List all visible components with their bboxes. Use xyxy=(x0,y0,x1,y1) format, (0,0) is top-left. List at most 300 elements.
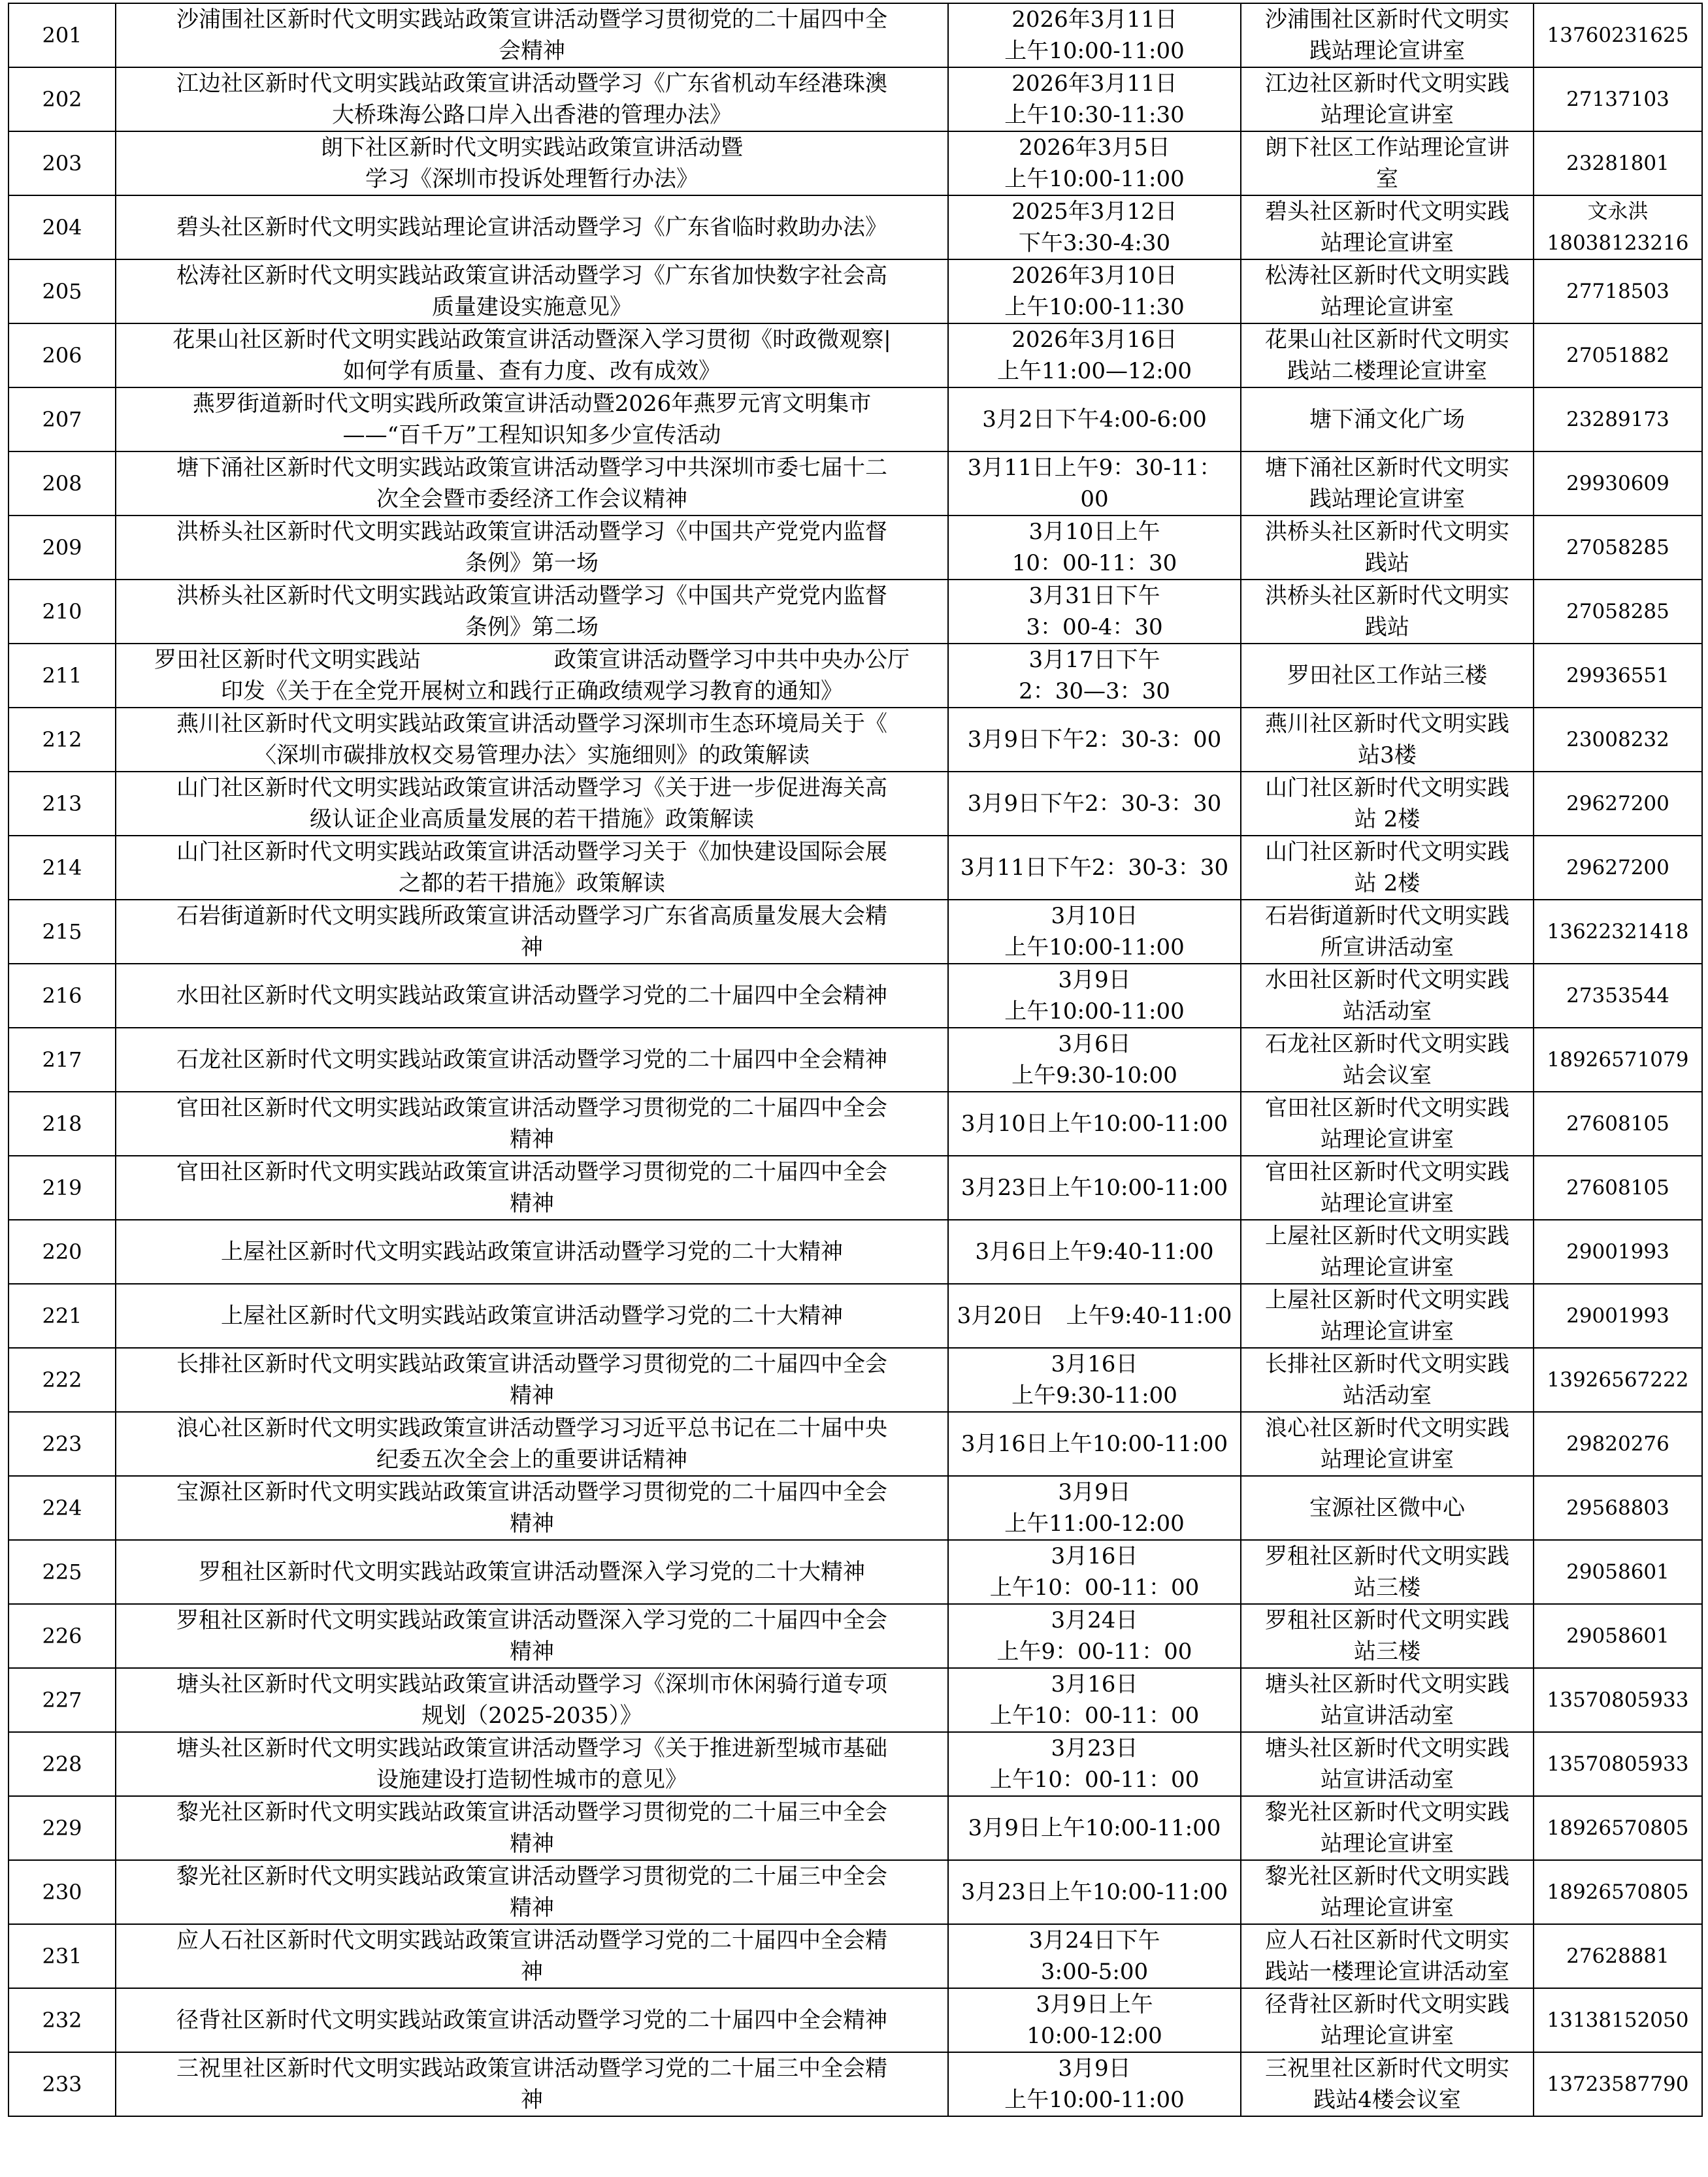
event-title-line: 水田社区新时代文明实践站政策宣讲活动暨学习党的二十届四中全会精神 xyxy=(176,983,887,1009)
event-time-line: 00 xyxy=(1080,486,1109,512)
event-location-line: 黎光社区新时代文明实践 xyxy=(1265,1863,1509,1890)
table-row xyxy=(8,1284,1702,1348)
event-time xyxy=(948,1604,1241,1668)
event-title xyxy=(116,1540,948,1604)
table-row xyxy=(8,1732,1702,1796)
event-title-line: 黎光社区新时代文明实践站政策宣讲活动暨学习贯彻党的二十届三中全会 xyxy=(176,1799,887,1825)
event-location xyxy=(1241,1156,1534,1220)
event-title xyxy=(116,387,948,451)
event-location xyxy=(1241,259,1534,323)
event-location xyxy=(1241,708,1534,772)
table-row xyxy=(8,900,1702,964)
event-location xyxy=(1241,1348,1534,1412)
event-location-line: 江边社区新时代文明实践 xyxy=(1265,71,1509,97)
event-time-line: 3月16日 xyxy=(1051,1351,1138,1377)
event-location-line: 站理论宣讲室 xyxy=(1321,230,1454,256)
table-row xyxy=(8,1412,1702,1476)
event-title xyxy=(116,1732,948,1796)
event-title-line: 条例》第二场 xyxy=(465,614,599,640)
event-location-line: 站3楼 xyxy=(1358,742,1417,768)
table-row xyxy=(8,1988,1702,2052)
event-title xyxy=(116,259,948,323)
event-title xyxy=(116,836,948,900)
contact-phone xyxy=(1534,516,1702,580)
row-number: 232 xyxy=(8,1988,116,2052)
event-location-line: 山门社区新时代文明实践 xyxy=(1265,839,1509,865)
row-number: 221 xyxy=(8,1284,116,1348)
event-time-line: 3月16日上午10:00-11:00 xyxy=(961,1431,1228,1457)
contact-phone-line: 29936551 xyxy=(1566,664,1669,687)
contact-phone xyxy=(1534,1540,1702,1604)
event-title-line: 石龙社区新时代文明实践站政策宣讲活动暨学习党的二十届四中全会精神 xyxy=(176,1047,887,1073)
table-row xyxy=(8,836,1702,900)
event-title xyxy=(116,580,948,644)
event-title-line: 石岩街道新时代文明实践所政策宣讲活动暨学习广东省高质量发展大会精 xyxy=(176,903,887,929)
contact-phone xyxy=(1534,1412,1702,1476)
contact-phone xyxy=(1534,67,1702,131)
event-location xyxy=(1241,644,1534,708)
event-title-line: 规划（2025-2035）》 xyxy=(421,1703,642,1729)
contact-phone-line: 27718503 xyxy=(1566,280,1669,303)
event-time-line: 上午10：00-11：00 xyxy=(989,1575,1200,1601)
contact-phone-line: 27058285 xyxy=(1566,536,1669,559)
event-location-line: 站理论宣讲室 xyxy=(1321,2023,1454,2049)
contact-phone xyxy=(1534,195,1702,259)
row-number: 211 xyxy=(8,644,116,708)
event-title-line: 洪桥头社区新时代文明实践站政策宣讲活动暨学习《中国共产党党内监督 xyxy=(176,583,887,609)
event-location-line: 塘头社区新时代文明实践 xyxy=(1265,1735,1509,1761)
contact-phone-line: 18926570805 xyxy=(1547,1880,1689,1904)
event-title xyxy=(116,1796,948,1860)
contact-phone xyxy=(1534,964,1702,1028)
contact-phone xyxy=(1534,1156,1702,1220)
event-time-line: 上午10:00-11:00 xyxy=(1004,2087,1185,2113)
event-time-line: 3：00-4：30 xyxy=(1026,614,1163,640)
event-location xyxy=(1241,1924,1534,1988)
row-number: 210 xyxy=(8,580,116,644)
event-title xyxy=(116,900,948,964)
event-location xyxy=(1241,1988,1534,2052)
event-location-line: 践站理论宣讲室 xyxy=(1309,38,1465,64)
row-number: 227 xyxy=(8,1668,116,1732)
event-location-line: 践站一楼理论宣讲活动室 xyxy=(1265,1959,1509,1985)
contact-phone xyxy=(1534,708,1702,772)
contact-phone-line: 13570805933 xyxy=(1547,1688,1689,1712)
event-time xyxy=(948,1924,1241,1988)
contact-phone xyxy=(1534,1604,1702,1668)
contact-phone-line: 27608105 xyxy=(1566,1112,1669,1136)
table-row xyxy=(8,1540,1702,1604)
event-title-line: 塘头社区新时代文明实践站政策宣讲活动暨学习《关于推进新型城市基础 xyxy=(176,1735,887,1761)
event-title-line: 罗田社区新时代文明实践站 政策宣讲活动暨学习中共中央办公厅 xyxy=(154,647,910,673)
event-location-line: 践站4楼会议室 xyxy=(1313,2087,1461,2113)
contact-phone-line: 27353544 xyxy=(1566,984,1669,1007)
event-time xyxy=(948,1796,1241,1860)
row-number: 203 xyxy=(8,131,116,195)
event-title-line: 级认证企业高质量发展的若干措施》政策解读 xyxy=(310,806,754,832)
event-title-line: 塘下涌社区新时代文明实践站政策宣讲活动暨学习中共深圳市委七届十二 xyxy=(176,455,887,481)
event-time xyxy=(948,1156,1241,1220)
event-location-line: 站三楼 xyxy=(1354,1575,1421,1601)
row-number: 217 xyxy=(8,1028,116,1092)
event-time xyxy=(948,2052,1241,2116)
event-time xyxy=(948,644,1241,708)
event-title-line: 洪桥头社区新时代文明实践站政策宣讲活动暨学习《中国共产党党内监督 xyxy=(176,519,887,545)
event-location-line: 站宣讲活动室 xyxy=(1321,1703,1454,1729)
contact-phone-line: 27137103 xyxy=(1566,88,1669,111)
event-location-line: 塘下涌社区新时代文明实 xyxy=(1265,455,1509,481)
row-number: 213 xyxy=(8,772,116,836)
event-location xyxy=(1241,1092,1534,1156)
event-time-line: 3月2日下午4:00-6:00 xyxy=(982,406,1207,433)
event-location-line: 站理论宣讲室 xyxy=(1321,1895,1454,1921)
event-location-line: 践站 xyxy=(1365,550,1409,576)
table-row xyxy=(8,1860,1702,1924)
event-time-line: 3月6日 xyxy=(1058,1031,1131,1057)
event-title-line: 〈深圳市碳排放权交易管理办法〉实施细则》的政策解读 xyxy=(254,742,810,768)
event-time xyxy=(948,1988,1241,2052)
contact-phone xyxy=(1534,1924,1702,1988)
contact-phone-line: 27608105 xyxy=(1566,1176,1669,1200)
row-number: 204 xyxy=(8,195,116,259)
event-location-line: 上屋社区新时代文明实践 xyxy=(1265,1223,1509,1249)
event-time xyxy=(948,1732,1241,1796)
event-title xyxy=(116,1604,948,1668)
event-time-line: 2：30—3：30 xyxy=(1019,678,1170,704)
event-time-line: 3月9日上午 xyxy=(1036,1991,1153,2018)
event-title-line: 燕川社区新时代文明实践站政策宣讲活动暨学习深圳市生态环境局关于《 xyxy=(176,711,887,737)
contact-phone-line: 23281801 xyxy=(1566,152,1669,175)
table-row xyxy=(8,1092,1702,1156)
event-title-line: 碧头社区新时代文明实践站理论宣讲活动暨学习《广东省临时救助办法》 xyxy=(176,214,887,240)
event-location xyxy=(1241,1220,1534,1284)
contact-phone-line: 29568803 xyxy=(1566,1496,1669,1520)
event-title-line: 燕罗街道新时代文明实践所政策宣讲活动暨2026年燕罗元宵文明集市 xyxy=(192,391,872,417)
event-title xyxy=(116,451,948,516)
event-title-line: 塘头社区新时代文明实践站政策宣讲活动暨学习《深圳市休闲骑行道专项 xyxy=(176,1671,887,1697)
event-time xyxy=(948,323,1241,387)
event-location xyxy=(1241,1284,1534,1348)
event-time-line: 3月16日 xyxy=(1051,1671,1138,1697)
event-location xyxy=(1241,1732,1534,1796)
contact-phone-line: 29627200 xyxy=(1566,792,1669,815)
row-number: 233 xyxy=(8,2052,116,2116)
event-location xyxy=(1241,131,1534,195)
event-title-line: 印发《关于在全党开展树立和践行正确政绩观学习教育的通知》 xyxy=(221,678,843,704)
event-time-line: 2026年3月5日 xyxy=(1019,135,1170,161)
event-location-line: 站理论宣讲室 xyxy=(1321,1190,1454,1217)
table-row xyxy=(8,259,1702,323)
event-location xyxy=(1241,1028,1534,1092)
event-time-line: 3月10日上午10:00-11:00 xyxy=(961,1111,1228,1137)
event-time-line: 上午10：00-11：00 xyxy=(989,1703,1200,1729)
event-time-line: 3月9日下午2：30-3：30 xyxy=(967,791,1222,817)
contact-phone xyxy=(1534,2052,1702,2116)
row-number: 216 xyxy=(8,964,116,1028)
event-location-line: 石岩街道新时代文明实践 xyxy=(1265,903,1509,929)
event-time-line: 上午11:00-12:00 xyxy=(1004,1511,1185,1537)
event-title-line: 官田社区新时代文明实践站政策宣讲活动暨学习贯彻党的二十届四中全会 xyxy=(176,1095,887,1121)
table-row xyxy=(8,1220,1702,1284)
event-location-line: 黎光社区新时代文明实践 xyxy=(1265,1799,1509,1825)
table-row xyxy=(8,67,1702,131)
table-row xyxy=(8,1156,1702,1220)
row-number: 214 xyxy=(8,836,116,900)
table-row xyxy=(8,131,1702,195)
event-time xyxy=(948,1668,1241,1732)
event-title xyxy=(116,1220,948,1284)
event-title-line: 神 xyxy=(521,2087,543,2113)
event-location xyxy=(1241,1540,1534,1604)
table-row xyxy=(8,387,1702,451)
event-time-line: 3:00-5:00 xyxy=(1040,1959,1149,1985)
event-time xyxy=(948,195,1241,259)
event-location-line: 上屋社区新时代文明实践 xyxy=(1265,1287,1509,1313)
event-location-line: 洪桥头社区新时代文明实 xyxy=(1265,519,1509,545)
event-location-line: 花果山社区新时代文明实 xyxy=(1265,327,1509,353)
event-title xyxy=(116,1668,948,1732)
event-location-line: 站理论宣讲室 xyxy=(1321,1254,1454,1281)
contact-phone-line: 27058285 xyxy=(1566,600,1669,623)
event-location-line: 三祝里社区新时代文明实 xyxy=(1265,2055,1509,2082)
event-location-line: 塘下涌文化广场 xyxy=(1309,406,1465,433)
row-number: 205 xyxy=(8,259,116,323)
event-location-line: 长排社区新时代文明实践 xyxy=(1265,1351,1509,1377)
event-time-line: 3月23日上午10:00-11:00 xyxy=(961,1879,1228,1905)
table-row xyxy=(8,772,1702,836)
event-location xyxy=(1241,387,1534,451)
row-number: 209 xyxy=(8,516,116,580)
row-number: 225 xyxy=(8,1540,116,1604)
event-location xyxy=(1241,1796,1534,1860)
event-title-line: 神 xyxy=(521,934,543,960)
event-location-line: 站理论宣讲室 xyxy=(1321,294,1454,320)
event-time-line: 上午11:00—12:00 xyxy=(997,358,1192,384)
contact-phone xyxy=(1534,131,1702,195)
contact-phone-line: 27051882 xyxy=(1566,344,1669,367)
contact-phone xyxy=(1534,323,1702,387)
event-location-line: 践站 xyxy=(1365,614,1409,640)
event-title xyxy=(116,1860,948,1924)
event-title xyxy=(116,1028,948,1092)
event-location xyxy=(1241,964,1534,1028)
contact-phone-line: 13570805933 xyxy=(1547,1752,1689,1776)
event-location-line: 所宣讲活动室 xyxy=(1321,934,1454,960)
event-location xyxy=(1241,3,1534,67)
table-row xyxy=(8,580,1702,644)
event-title-line: 精神 xyxy=(510,1831,554,1857)
event-location-line: 应人石社区新时代文明实 xyxy=(1265,1927,1509,1954)
event-location xyxy=(1241,1668,1534,1732)
event-title-line: 神 xyxy=(521,1959,543,1985)
event-title-line: 精神 xyxy=(510,1126,554,1153)
event-time xyxy=(948,259,1241,323)
event-title xyxy=(116,131,948,195)
event-title-line: 朗下社区新时代文明实践站政策宣讲活动暨 xyxy=(321,135,743,161)
row-number: 212 xyxy=(8,708,116,772)
event-title xyxy=(116,1284,948,1348)
event-location-line: 站 2楼 xyxy=(1354,806,1421,832)
event-location-line: 站理论宣讲室 xyxy=(1321,1126,1454,1153)
event-location xyxy=(1241,1476,1534,1540)
event-title-line: 花果山社区新时代文明实践站政策宣讲活动暨深入学习贯彻《时政微观察| xyxy=(172,327,891,353)
contact-phone xyxy=(1534,772,1702,836)
event-location-line: 石龙社区新时代文明实践 xyxy=(1265,1031,1509,1057)
event-time xyxy=(948,1540,1241,1604)
event-location-line: 沙浦围社区新时代文明实 xyxy=(1265,7,1509,33)
event-time xyxy=(948,580,1241,644)
event-title xyxy=(116,964,948,1028)
contact-phone-line: 27628881 xyxy=(1566,1944,1669,1968)
event-time-line: 2025年3月12日 xyxy=(1011,199,1177,225)
row-number: 208 xyxy=(8,451,116,516)
event-time-line: 上午10:00-11:30 xyxy=(1004,294,1185,320)
event-time xyxy=(948,1284,1241,1348)
table-row xyxy=(8,1668,1702,1732)
event-time xyxy=(948,772,1241,836)
event-time-line: 3月24日 xyxy=(1051,1607,1138,1633)
table-body xyxy=(8,3,1702,2116)
table-row xyxy=(8,708,1702,772)
event-title-line: 大桥珠海公路口岸入出香港的管理办法》 xyxy=(332,102,732,128)
event-title-line: 条例》第一场 xyxy=(465,550,599,576)
event-time-line: 3月9日 xyxy=(1058,1479,1131,1505)
event-time-line: 3月31日下午 xyxy=(1028,583,1160,609)
event-time-line: 3月10日 xyxy=(1051,903,1138,929)
event-location-line: 站活动室 xyxy=(1343,998,1432,1024)
event-location xyxy=(1241,195,1534,259)
event-title-line: 上屋社区新时代文明实践站政策宣讲活动暨学习党的二十大精神 xyxy=(221,1303,843,1329)
event-location-line: 罗田社区工作站三楼 xyxy=(1287,663,1487,689)
contact-phone xyxy=(1534,1284,1702,1348)
event-time-line: 10:00-12:00 xyxy=(1026,2023,1162,2049)
event-location xyxy=(1241,900,1534,964)
event-time-line: 3月16日 xyxy=(1051,1543,1138,1569)
event-time-line: 2026年3月11日 xyxy=(1011,71,1177,97)
event-title xyxy=(116,67,948,131)
event-title-line: 设施建设打造韧性城市的意见》 xyxy=(376,1767,687,1793)
event-location-line: 罗租社区新时代文明实践 xyxy=(1265,1607,1509,1633)
event-title xyxy=(116,1092,948,1156)
event-location-line: 站 2楼 xyxy=(1354,870,1421,896)
event-location xyxy=(1241,451,1534,516)
event-time-line: 3月24日下午 xyxy=(1028,1927,1160,1954)
event-title-line: 山门社区新时代文明实践站政策宣讲活动暨学习《关于进一步促进海关高 xyxy=(176,775,887,801)
event-time-line: 上午10：00-11：00 xyxy=(989,1767,1200,1793)
event-title-line: 精神 xyxy=(510,1895,554,1921)
contact-phone xyxy=(1534,900,1702,964)
row-number: 220 xyxy=(8,1220,116,1284)
contact-phone-line: 29001993 xyxy=(1566,1304,1669,1328)
contact-phone-line: 13622321418 xyxy=(1547,920,1689,943)
row-number: 202 xyxy=(8,67,116,131)
event-time xyxy=(948,131,1241,195)
event-title-line: 浪心社区新时代文明实践政策宣讲活动暨学习习近平总书记在二十届中央 xyxy=(176,1415,887,1441)
event-time-line: 上午10:00-11:00 xyxy=(1004,934,1185,960)
event-title-line: 官田社区新时代文明实践站政策宣讲活动暨学习贯彻党的二十届四中全会 xyxy=(176,1159,887,1185)
contact-phone-line: 13138152050 xyxy=(1547,2008,1689,2032)
contact-phone-line: 18926570805 xyxy=(1547,1816,1689,1840)
event-location-line: 室 xyxy=(1376,166,1398,192)
event-time xyxy=(948,708,1241,772)
event-title-line: 精神 xyxy=(510,1511,554,1537)
event-title-line: 江边社区新时代文明实践站政策宣讲活动暨学习《广东省机动车经港珠澳 xyxy=(176,71,887,97)
event-location-line: 朗下社区工作站理论宣讲 xyxy=(1265,135,1509,161)
row-number: 230 xyxy=(8,1860,116,1924)
contact-phone-line: 29930609 xyxy=(1566,472,1669,495)
event-location xyxy=(1241,1604,1534,1668)
event-time-line: 上午9:30-10:00 xyxy=(1011,1062,1177,1088)
event-title-line: 精神 xyxy=(510,1639,554,1665)
event-title xyxy=(116,516,948,580)
event-time-line: 上午10:00-11:00 xyxy=(1004,998,1185,1024)
event-title-line: 长排社区新时代文明实践站政策宣讲活动暨学习贯彻党的二十届四中全会 xyxy=(176,1351,887,1377)
event-time-line: 2026年3月16日 xyxy=(1011,327,1177,353)
event-time-line: 下午3:30-4:30 xyxy=(1018,230,1171,256)
event-title-line: 如何学有质量、查有力度、改有成效》 xyxy=(343,358,721,384)
event-location-line: 宝源社区微中心 xyxy=(1309,1495,1465,1521)
table-row xyxy=(8,1604,1702,1668)
event-time xyxy=(948,1860,1241,1924)
contact-phone-line: 18038123216 xyxy=(1547,231,1689,255)
event-location xyxy=(1241,580,1534,644)
table-row xyxy=(8,1924,1702,1988)
event-title-line: 精神 xyxy=(510,1190,554,1217)
event-title xyxy=(116,1412,948,1476)
event-title xyxy=(116,708,948,772)
table-row xyxy=(8,3,1702,67)
event-location-line: 洪桥头社区新时代文明实 xyxy=(1265,583,1509,609)
contact-phone xyxy=(1534,1732,1702,1796)
contact-phone-line: 23008232 xyxy=(1566,728,1669,751)
event-title-line: 上屋社区新时代文明实践站政策宣讲活动暨学习党的二十大精神 xyxy=(221,1239,843,1265)
event-location xyxy=(1241,67,1534,131)
event-location-line: 罗租社区新时代文明实践 xyxy=(1265,1543,1509,1569)
event-time xyxy=(948,1028,1241,1092)
row-number: 231 xyxy=(8,1924,116,1988)
contact-phone-line: 23289173 xyxy=(1566,408,1669,431)
event-time-line: 上午10:00-11:00 xyxy=(1004,38,1185,64)
event-location xyxy=(1241,772,1534,836)
event-location-line: 官田社区新时代文明实践 xyxy=(1265,1095,1509,1121)
event-time xyxy=(948,516,1241,580)
event-time-line: 3月9日上午10:00-11:00 xyxy=(968,1815,1221,1841)
event-time xyxy=(948,1348,1241,1412)
event-time-line: 3月9日 xyxy=(1058,967,1131,993)
event-title-line: 质量建设实施意见》 xyxy=(432,294,632,320)
event-title xyxy=(116,3,948,67)
event-location-line: 践站理论宣讲室 xyxy=(1309,486,1465,512)
event-title xyxy=(116,772,948,836)
table-row xyxy=(8,451,1702,516)
row-number: 224 xyxy=(8,1476,116,1540)
event-location-line: 站理论宣讲室 xyxy=(1321,1831,1454,1857)
event-title-line: 学习《深圳市投诉处理暂行办法》 xyxy=(365,166,698,192)
event-location-line: 站理论宣讲室 xyxy=(1321,102,1454,128)
table-row xyxy=(8,516,1702,580)
event-title-line: 罗租社区新时代文明实践站政策宣讲活动暨深入学习党的二十大精神 xyxy=(199,1559,865,1585)
contact-phone-line: 13760231625 xyxy=(1547,24,1689,47)
event-time-line: 上午10:00-11:00 xyxy=(1004,166,1185,192)
contact-phone xyxy=(1534,1988,1702,2052)
contact-phone-line: 29627200 xyxy=(1566,856,1669,879)
event-title-line: 三祝里社区新时代文明实践站政策宣讲活动暨学习党的二十届三中全会精 xyxy=(176,2055,887,2082)
table-row xyxy=(8,195,1702,259)
event-location-line: 站理论宣讲室 xyxy=(1321,1318,1454,1345)
event-location-line: 燕川社区新时代文明实践 xyxy=(1265,711,1509,737)
event-title-line: 次全会暨市委经济工作会议精神 xyxy=(376,486,687,512)
event-time xyxy=(948,3,1241,67)
